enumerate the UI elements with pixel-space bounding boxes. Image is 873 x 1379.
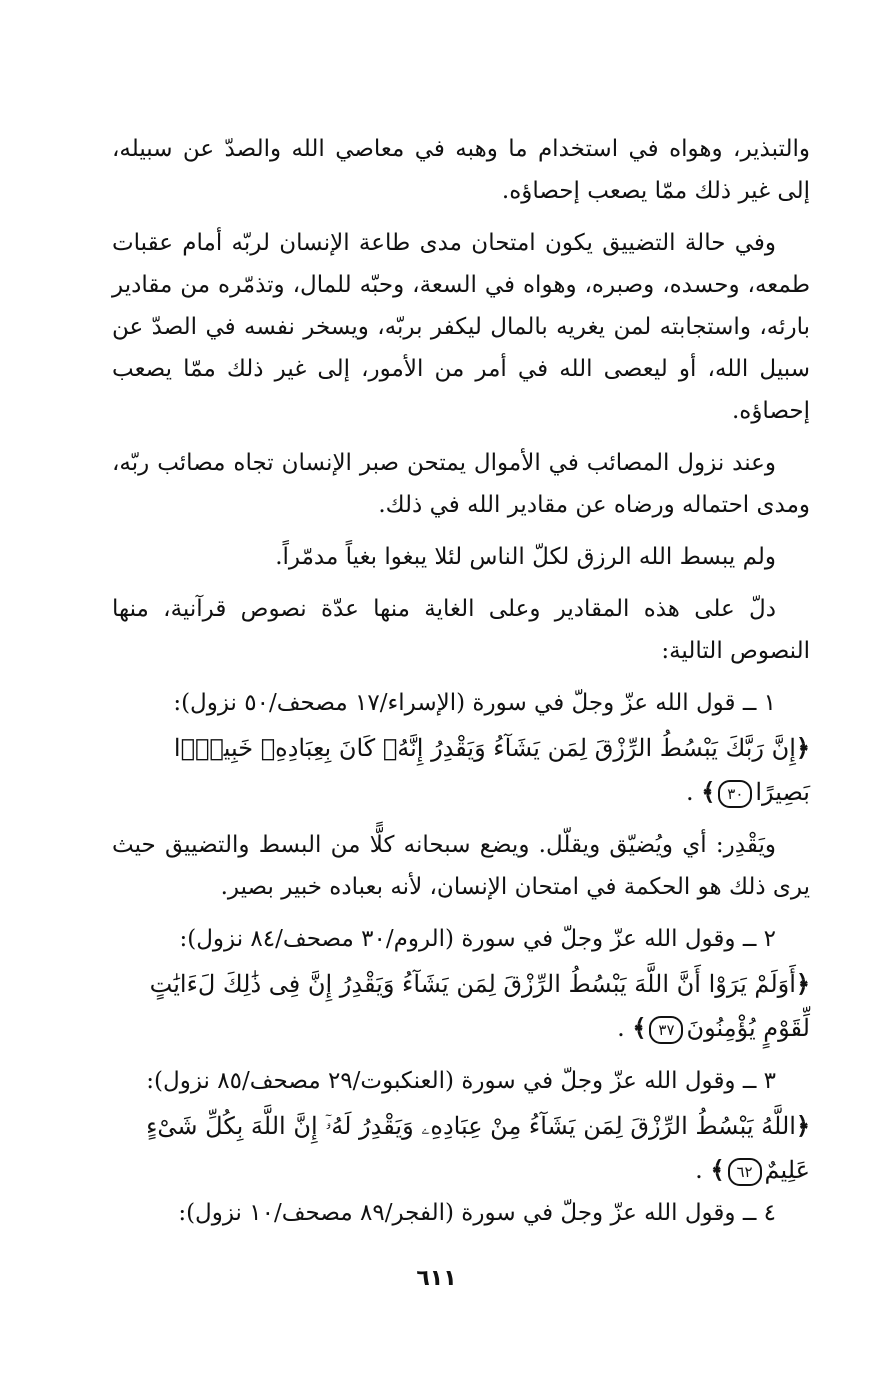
item-2-verse-text: أَوَلَمْ يَرَوْا أَنَّ اللَّهَ يَبْسُطُ الرِّزْقَ لِمَن يَشَآءُ وَيَقْدِرُ إِنَّ فِى ذَٰلِكَ لَءَايَٰتٍ لِّقَوْمٍ يُؤْمِنُونَ [149, 970, 810, 1042]
quran-item-4 [112, 1192, 810, 1234]
quran-item-2 [112, 918, 810, 1050]
page-number: ٦١١ [416, 1266, 457, 1291]
paragraph-1: والتبذير، وهواه في استخدام ما وهبه في معاصي الله والصدّ عن سبيله، إلى غير ذلك ممّا يصعب إحصاؤه. [112, 136, 810, 204]
verse-end-period: . [617, 1014, 625, 1042]
paragraph-3: وعند نزول المصائب في الأموال يمتحن صبر الإنسان تجاه مصائب ربّه، ومدى احتماله ورضاه عن مقادير الله في ذلك. [112, 450, 810, 518]
verse-open-bracket: ﴿ [795, 969, 810, 998]
verse-end-period: . [686, 778, 694, 806]
quran-item-3 [112, 1060, 810, 1192]
verse-open-bracket: ﴿ [795, 733, 810, 762]
quran-item-1 [112, 682, 810, 814]
ayah-number-badge: ٣٠ [718, 780, 752, 808]
item-2-verse [112, 962, 810, 1050]
page-body [112, 128, 810, 1234]
paragraph-5: دلّ على هذه المقادير وعلى الغاية منها عدّة نصوص قرآنية، منها النصوص التالية: [112, 596, 810, 664]
paragraph-4: ولم يبسط الله الرزق لكلّ الناس لئلا يبغوا بغياً مدمّراً. [275, 544, 776, 570]
item-1-verse-text: إِنَّ رَبَّكَ يَبْسُطُ الرِّزْقَ لِمَن يَشَآءُ وَيَقْدِرُ إِنَّهُۥ كَانَ بِعِبَادِهِۦ خَبِيرًۢا بَصِيرًا [173, 734, 810, 806]
item-1-verse [112, 726, 810, 814]
item-1-heading: ١ ــ قول الله عزّ وجلّ في سورة (الإسراء/١٧ مصحف/٥٠ نزول): [173, 690, 776, 716]
item-3-verse-text: اللَّهُ يَبْسُطُ الرِّزْقَ لِمَن يَشَآءُ مِنْ عِبَادِهِۦ وَيَقْدِرُ لَهُۥٓ إِنَّ اللَّهَ بِكُلِّ شَىْءٍ عَلِيمٌ [146, 1112, 810, 1184]
verse-close-bracket: ﴾ [710, 1155, 725, 1184]
ayah-number-badge: ٣٧ [649, 1016, 683, 1044]
item-3-heading: ٣ ــ وقول الله عزّ وجلّ في سورة (العنكبوت/٢٩ مصحف/٨٥ نزول): [146, 1068, 776, 1094]
verse-end-period: . [695, 1156, 703, 1184]
paragraph-2: وفي حالة التضييق يكون امتحان مدى طاعة الإنسان لربّه أمام عقبات طمعه، وحسده، وصبره، وهواه في السعة، وحبّه للمال، وتذمّره من مقادير بارئه، واستجابته لمن يغريه بالمال ليكفر بربّه، ويسخر نفسه في الصدّ عن سبيل الله، أو ليعصى الله في أمر من الأمور، إلى غير ذلك ممّا يصعب إحصاؤه. [112, 230, 810, 424]
ayah-number-badge: ٦٢ [728, 1158, 762, 1186]
item-4-heading: ٤ ــ وقول الله عزّ وجلّ في سورة (الفجر/٨٩ مصحف/١٠ نزول): [178, 1200, 776, 1226]
verse-close-bracket: ﴾ [632, 1013, 647, 1042]
verse-open-bracket: ﴿ [795, 1111, 810, 1140]
item-3-verse [112, 1104, 810, 1192]
item-2-heading: ٢ ــ وقول الله عزّ وجلّ في سورة (الروم/٣٠ مصحف/٨٤ نزول): [179, 926, 776, 952]
paragraph-6: ويَقْدِر: أي ويُضيّق ويقلّل. ويضع سبحانه كلًّا من البسط والتضييق حيث يرى ذلك هو الحكمة في امتحان الإنسان، لأنه بعباده خبير بصير. [112, 832, 810, 900]
verse-close-bracket: ﴾ [701, 777, 716, 806]
